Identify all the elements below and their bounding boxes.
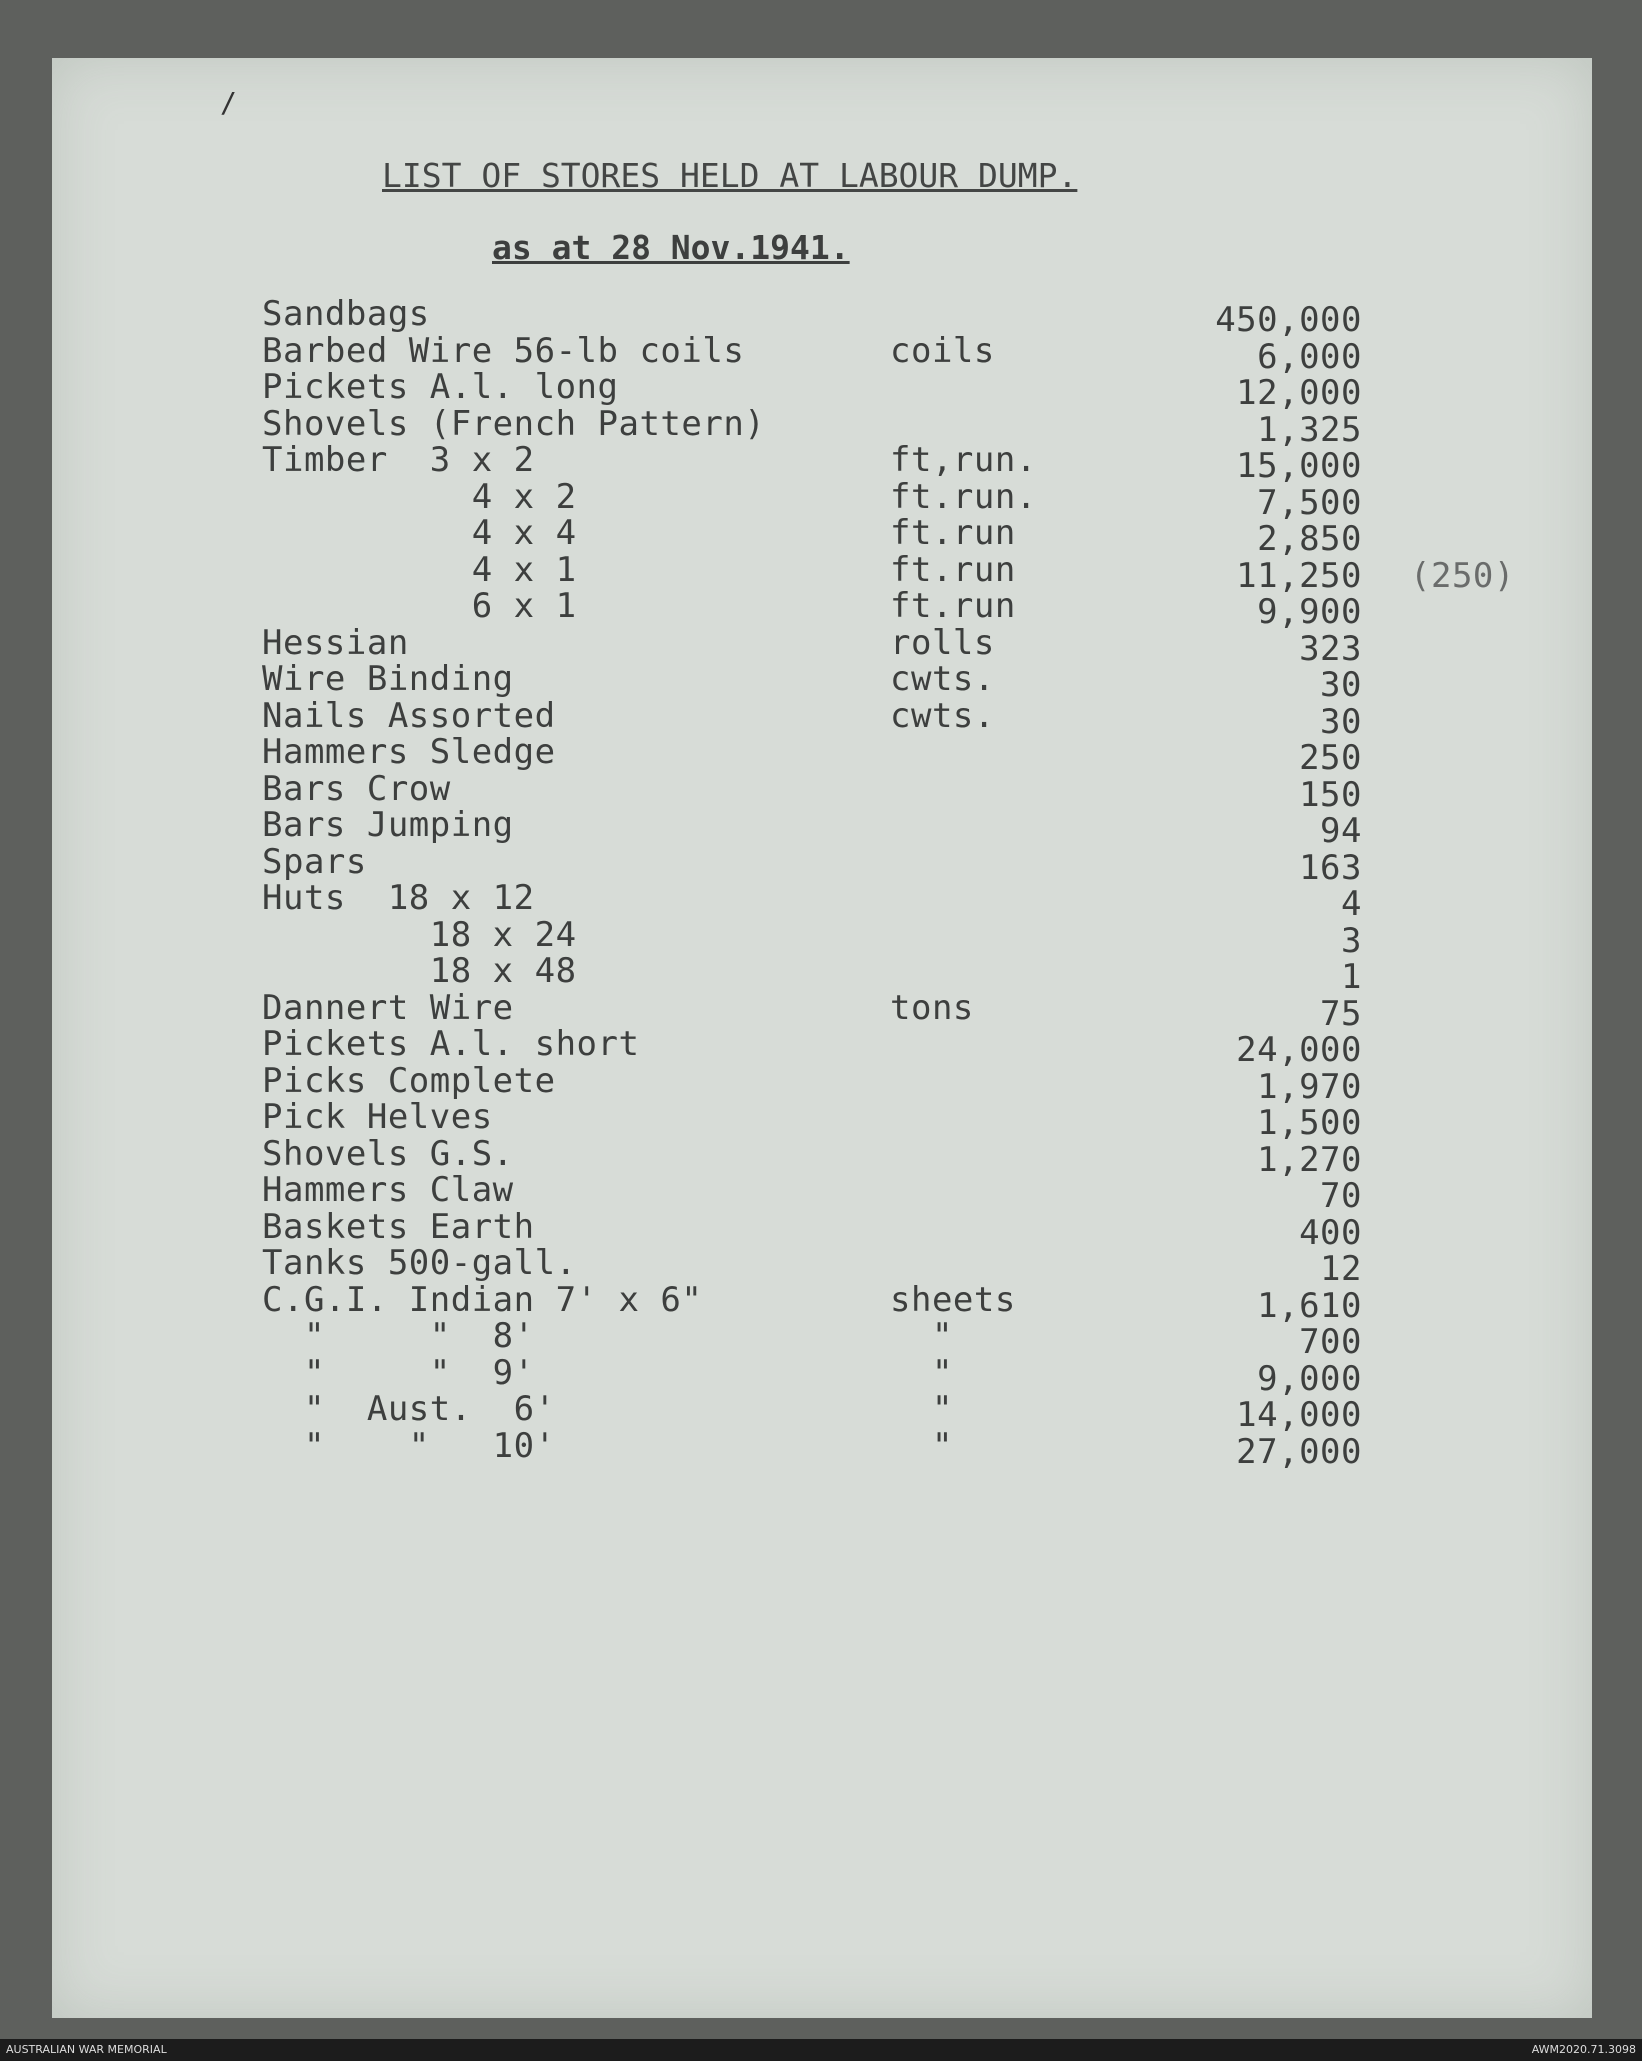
list-item xyxy=(262,1060,1562,1107)
item-unit: cwts. xyxy=(890,659,995,699)
list-item xyxy=(262,1243,1562,1289)
item-quantity: 70 xyxy=(1320,1176,1362,1216)
item-quantity: 94 xyxy=(1320,811,1362,851)
item-name: Barbed Wire 56-lb coils xyxy=(262,330,745,371)
item-quantity: 163 xyxy=(1299,847,1362,888)
item-name: Shovels G.S. xyxy=(262,1133,514,1174)
item-unit: ft,run. xyxy=(890,440,1037,480)
list-item xyxy=(262,440,1562,486)
item-name: Sandbags xyxy=(262,294,430,334)
item-quantity: 1,325 xyxy=(1257,409,1362,450)
item-name: Timber 3 x 2 xyxy=(262,440,535,480)
item-unit: ft.run xyxy=(890,549,1016,590)
list-item xyxy=(262,403,1562,450)
stores-list xyxy=(262,294,1562,1472)
item-unit: ft.run. xyxy=(890,476,1037,517)
item-name: Picks Complete xyxy=(262,1060,556,1101)
item-unit: " xyxy=(890,1425,953,1466)
list-item xyxy=(262,1097,1562,1143)
item-unit: sheets xyxy=(890,1279,1016,1320)
item-name: 4 x 4 xyxy=(262,513,577,553)
item-name: Shovels (French Pattern) xyxy=(262,403,766,444)
archive-footer xyxy=(0,2039,1642,2061)
list-item xyxy=(262,476,1562,523)
list-item xyxy=(262,768,1562,815)
footer-institution: AUSTRALIAN WAR MEMORIAL xyxy=(6,2043,167,2056)
item-name: 4 x 2 xyxy=(262,476,577,517)
list-item xyxy=(262,878,1562,924)
document-title: LIST OF STORES HELD AT LABOUR DUMP. xyxy=(382,156,1078,195)
item-quantity: 150 xyxy=(1299,774,1362,815)
item-unit: ft.run xyxy=(890,586,1016,626)
footer-reference: AWM2020.71.3098 xyxy=(1531,2043,1636,2056)
item-quantity: 1,970 xyxy=(1257,1066,1362,1107)
item-unit: tons xyxy=(890,987,974,1028)
item-name: 6 x 1 xyxy=(262,586,577,626)
item-quantity: 9,000 xyxy=(1257,1358,1362,1399)
list-item xyxy=(262,914,1562,961)
item-name: Pickets A.l. short xyxy=(262,1024,640,1064)
margin-pen-mark: / xyxy=(220,86,237,119)
item-name: Wire Binding xyxy=(262,659,514,699)
item-quantity: 3 xyxy=(1341,920,1362,961)
list-item xyxy=(262,659,1562,705)
item-name: " " 8' xyxy=(262,1316,535,1356)
item-unit: rolls xyxy=(890,622,995,663)
item-name: Bars Jumping xyxy=(262,805,514,845)
item-unit: ft.run xyxy=(890,513,1016,553)
list-item xyxy=(262,805,1562,851)
item-quantity: 30 xyxy=(1320,665,1362,705)
item-quantity: 30 xyxy=(1320,701,1362,742)
item-name: 18 x 24 xyxy=(262,914,577,955)
item-quantity: 4 xyxy=(1341,884,1362,924)
item-quantity: 11,250 xyxy=(1236,555,1362,596)
item-unit: " xyxy=(890,1389,953,1429)
item-name: Hessian xyxy=(262,622,409,663)
item-quantity: 15,000 xyxy=(1236,446,1362,486)
item-unit: " xyxy=(890,1316,953,1356)
item-name: C.G.I. Indian 7' x 6" xyxy=(262,1279,703,1320)
item-quantity: 250 xyxy=(1299,738,1362,778)
item-unit: cwts. xyxy=(890,695,995,736)
item-name: Spars xyxy=(262,841,367,882)
item-name: Hammers Claw xyxy=(262,1170,514,1210)
list-item xyxy=(262,367,1562,413)
item-unit: coils xyxy=(890,330,995,371)
item-quantity: 9,900 xyxy=(1257,592,1362,632)
item-quantity: 14,000 xyxy=(1236,1395,1362,1435)
list-item xyxy=(262,1170,1562,1216)
list-item xyxy=(262,732,1562,778)
list-item xyxy=(262,622,1562,669)
item-name: Baskets Earth xyxy=(262,1206,535,1247)
item-name: " " 9' xyxy=(262,1352,535,1393)
document-page xyxy=(52,58,1592,2018)
item-quantity: 6,000 xyxy=(1257,336,1362,377)
item-name: Tanks 500-gall. xyxy=(262,1243,577,1283)
item-note: (250) xyxy=(1410,555,1515,596)
item-name: " Aust. 6' xyxy=(262,1389,556,1429)
item-name: Bars Crow xyxy=(262,768,451,809)
item-name: Hammers Sledge xyxy=(262,732,556,772)
item-quantity: 1 xyxy=(1341,957,1362,997)
item-quantity: 400 xyxy=(1299,1212,1362,1253)
item-quantity: 450,000 xyxy=(1215,300,1362,340)
item-quantity: 323 xyxy=(1299,628,1362,669)
item-name: 4 x 1 xyxy=(262,549,577,590)
list-item xyxy=(262,513,1562,559)
list-item xyxy=(262,1279,1562,1326)
list-item xyxy=(262,294,1562,340)
item-quantity: 27,000 xyxy=(1236,1431,1362,1472)
item-name: Huts 18 x 12 xyxy=(262,878,535,918)
list-item xyxy=(262,695,1562,742)
list-item xyxy=(262,951,1562,997)
item-quantity: 2,850 xyxy=(1257,519,1362,559)
list-item xyxy=(262,987,1562,1034)
list-item xyxy=(262,1206,1562,1253)
list-item xyxy=(262,1316,1562,1362)
item-name: Dannert Wire xyxy=(262,987,514,1028)
item-quantity: 700 xyxy=(1299,1322,1362,1362)
list-item xyxy=(262,1133,1562,1180)
document-date: as at 28 Nov.1941. xyxy=(492,228,850,267)
item-name: Pickets A.l. long xyxy=(262,367,619,407)
list-item xyxy=(262,330,1562,377)
item-quantity: 12 xyxy=(1320,1249,1362,1289)
item-quantity: 7,500 xyxy=(1257,482,1362,523)
item-quantity: 12,000 xyxy=(1236,373,1362,413)
list-item xyxy=(262,1352,1562,1399)
item-quantity: 1,270 xyxy=(1257,1139,1362,1180)
list-item xyxy=(262,586,1562,632)
list-item xyxy=(262,549,1562,596)
item-name: 18 x 48 xyxy=(262,951,577,991)
item-name: Nails Assorted xyxy=(262,695,556,736)
item-quantity: 75 xyxy=(1320,993,1362,1034)
item-unit: " xyxy=(890,1352,953,1393)
list-item xyxy=(262,1425,1562,1472)
item-quantity: 24,000 xyxy=(1236,1030,1362,1070)
item-quantity: 1,500 xyxy=(1257,1103,1362,1143)
list-item xyxy=(262,1024,1562,1070)
list-item xyxy=(262,841,1562,888)
item-name: Pick Helves xyxy=(262,1097,493,1137)
list-item xyxy=(262,1389,1562,1435)
item-name: " " 10' xyxy=(262,1425,556,1466)
item-quantity: 1,610 xyxy=(1257,1285,1362,1326)
